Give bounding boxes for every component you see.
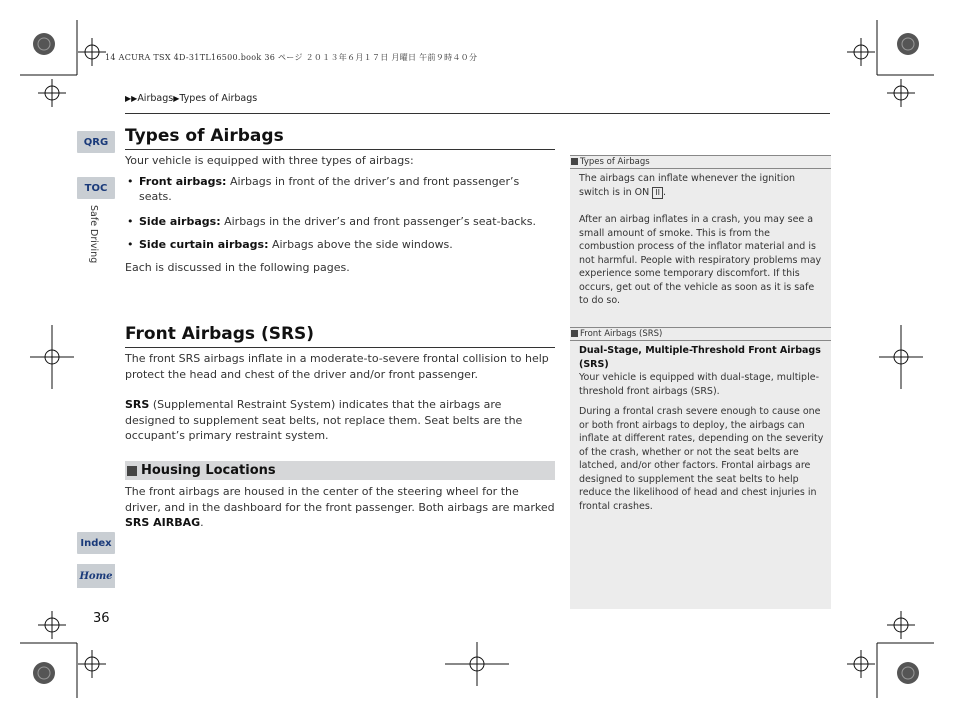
note1-end: . bbox=[662, 186, 666, 198]
note-header-types bbox=[570, 155, 831, 169]
front-para-3 bbox=[125, 484, 555, 531]
para3-text: The front airbags are housed in the center of the steering wheel for the driver, and in the dashboard for the front passenger. Both airbags are marked bbox=[125, 485, 555, 514]
note-header-text: Types of Airbags bbox=[580, 157, 650, 167]
square-bullet-icon bbox=[127, 466, 137, 476]
front-para-2 bbox=[125, 397, 555, 444]
section-title-front: Front Airbags (SRS) bbox=[125, 324, 315, 344]
subhead-text: Housing Locations bbox=[141, 463, 276, 478]
list-item bbox=[125, 214, 555, 230]
breadcrumb-link-airbags[interactable]: Airbags bbox=[137, 93, 174, 104]
home-button[interactable]: Home bbox=[77, 564, 115, 588]
ignition-position-icon: II bbox=[652, 187, 663, 199]
bullet-term: Side airbags: bbox=[139, 214, 221, 228]
chapter-label: Safe Driving bbox=[88, 205, 99, 264]
para2-text: (Supplemental Restraint System) indicates that the airbags are designed to supplement seat belts, not replace them. Seat belts are the occupant’s primary restraint system. bbox=[125, 398, 523, 442]
note-header-text: Front Airbags (SRS) bbox=[580, 329, 663, 339]
section-title-types: Types of Airbags bbox=[125, 126, 284, 146]
note-icon bbox=[571, 158, 578, 165]
bullet-text: Airbags above the side windows. bbox=[268, 238, 453, 251]
breadcrumb-arrow-icon: ▶▶ bbox=[125, 94, 138, 103]
print-header: 14 ACURA TSX 4D-31TL16500.book 36 ページ ２０１３年６月１７日 月曜日 午前９時４０分 bbox=[105, 53, 478, 62]
qrg-button[interactable]: QRG bbox=[77, 131, 115, 153]
srs-airbag-term: SRS AIRBAG bbox=[125, 516, 201, 529]
breadcrumb-arrow-icon: ▶ bbox=[173, 94, 180, 103]
list-item bbox=[125, 237, 555, 253]
bullet-text: Airbags in front of the driver’s and front passenger’s seats. bbox=[139, 174, 520, 203]
note1-text: The airbags can inflate whenever the ignition switch is in ON bbox=[579, 173, 796, 198]
front-para-1: The front SRS airbags inflate in a moderate-to-severe frontal collision to help protect the head and chest of the driver and/or front passenger. bbox=[125, 352, 549, 381]
types-body bbox=[125, 153, 555, 275]
list-item bbox=[125, 174, 555, 205]
airbag-types-list bbox=[125, 174, 555, 253]
note2-para1: Your vehicle is equipped with dual-stage, multiple-threshold front airbags (SRS). bbox=[579, 372, 820, 397]
index-button[interactable]: Index bbox=[77, 532, 115, 554]
note-icon bbox=[571, 330, 578, 337]
para3-end: . bbox=[200, 516, 204, 529]
note1-para2: After an airbag inflates in a crash, you may see a small amount of smoke. This is from the combustion process of the inflator material and is not harmful. People with respiratory problems may experience some temporary discomfort. If this occurs, get out of the vehicle as soon as it is safe to do so. bbox=[579, 214, 822, 306]
note2-title: Dual-Stage, Multiple-Threshold Front Airbags (SRS) bbox=[579, 345, 821, 370]
types-closing: Each is discussed in the following pages. bbox=[125, 260, 350, 274]
section-rule bbox=[125, 347, 555, 348]
subhead-housing bbox=[125, 461, 555, 480]
toc-button[interactable]: TOC bbox=[77, 177, 115, 199]
note-header-front bbox=[570, 327, 831, 341]
bullet-term: Side curtain airbags: bbox=[139, 238, 269, 251]
breadcrumb bbox=[125, 93, 257, 104]
note2-para2: During a frontal crash severe enough to cause one or both front airbags to deploy, the airbags can inflate at different rates, depending on the severity of the crash, whether or not the seat belts are latched, and/or other factors. Frontal airbags are designed to supplement the seat belts to help reduce the likelihood of head and chest injuries in frontal crashes. bbox=[579, 406, 824, 512]
page-number: 36 bbox=[93, 611, 110, 626]
breadcrumb-current: Types of Airbags bbox=[179, 93, 258, 104]
header-rule bbox=[125, 113, 830, 114]
note1-para1 bbox=[579, 172, 824, 199]
section-rule bbox=[125, 149, 555, 150]
types-intro: Your vehicle is equipped with three types of airbags: bbox=[125, 154, 414, 167]
srs-term: SRS bbox=[125, 398, 150, 411]
bullet-term: Front airbags: bbox=[139, 174, 227, 188]
bullet-text: Airbags in the driver’s and front passenger’s seat-backs. bbox=[220, 214, 536, 228]
